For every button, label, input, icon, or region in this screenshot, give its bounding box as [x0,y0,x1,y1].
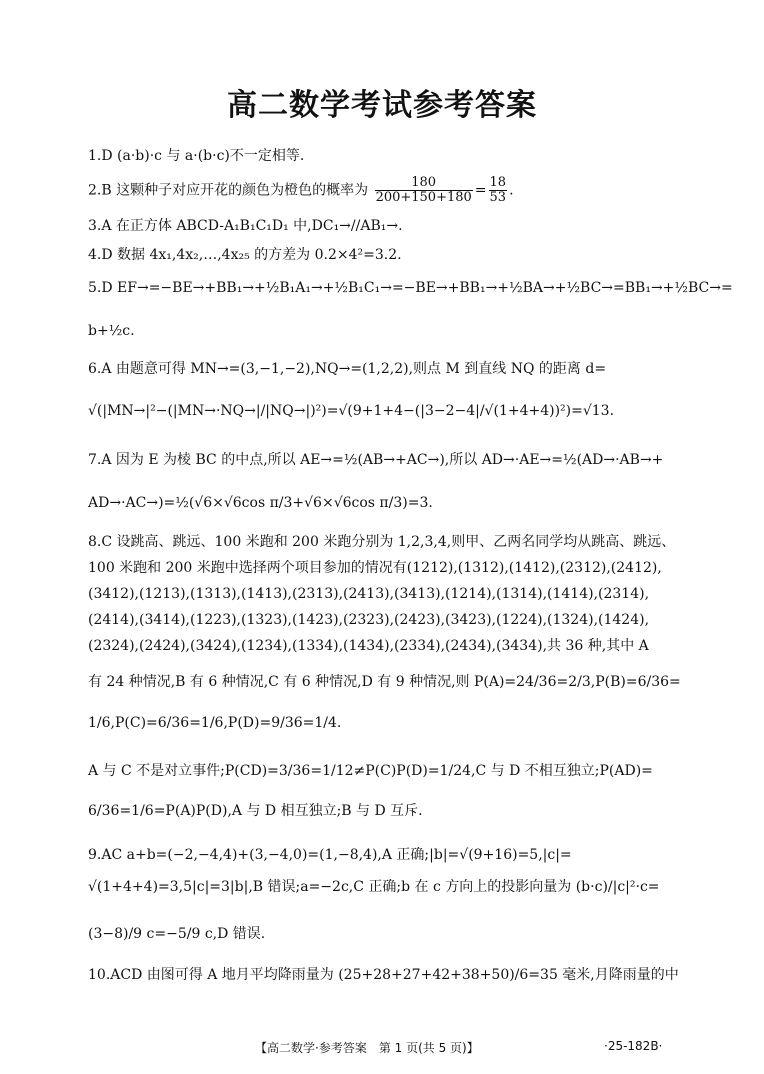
numerator: 180 [375,176,473,191]
answer-line: 3.A 在正方体 ABCD-A₁B₁C₁D₁ 中,DC₁→//AB₁→. [88,218,403,234]
answer-line: 1/6,P(C)=6/36=1/6,P(D)=9/36=1/4. [88,715,342,731]
answer-line: √(|MN→|²−(|MN→·NQ→|/|NQ→|)²)=√(9+1+4−(|3−2−4|/√(1+4+4))²)=√13. [88,403,615,419]
footer-page-info: 【高二数学·参考答案 第 1 页(共 5 页)】 [255,1041,479,1055]
document-title: 高二数学考试参考答案 [227,88,537,123]
answer-line: 100 米跑和 200 米跑中选择两个项目参加的情况有(1212),(1312),(1412),(2312),(2412), [88,560,662,576]
answer-line [88,176,514,205]
answer-line: A 与 C 不是对立事件;P(CD)=3/36=1/12≠P(C)P(D)=1/24,C 与 D 不相互独立;P(AD)= [88,763,653,779]
answer-line: (2414),(3414),(1223),(1323),(1423),(2323),(2423),(3423),(1224),(1324),(1424), [88,612,650,628]
answer-text: 2.B 这颗种子对应开花的颜色为橙色的概率为 [88,182,369,199]
denominator: 200+150+180 [375,190,472,205]
answer-line: 9.AC a+b=(−2,−4,4)+(3,−4,0)=(1,−8,4),A 正确;|b|=√(9+16)=5,|c|= [88,847,572,863]
answer-line: 7.A 因为 E 为棱 BC 的中点,所以 AE→=½(AB→+AC→),所以 AD→·AE→=½(AD→·AB→+ [88,452,664,468]
answer-line: √(1+4+4)=3,5|c|=3|b|,B 错误;a=−2c,C 正确;b 在 c 方向上的投影向量为 (b·c)/|c|²·c= [88,879,660,895]
answer-line: 1.D (a·b)·c 与 a·(b·c)不一定相等. [88,148,305,164]
equals-sign: = [474,182,487,199]
denominator: 53 [489,190,507,205]
period: . [509,182,514,199]
answer-line: AD→·AC→)=½(√6×√6cos π/3+√6×√6cos π/3)=3. [88,495,433,511]
answer-line: 有 24 种情况,B 有 6 种情况,C 有 6 种情况,D 有 9 种情况,则 P(A)=24/36=2/3,P(B)=6/36= [88,674,681,690]
answer-line: (3−8)/9 c=−5/9 c,D 错误. [88,926,266,942]
answer-line: 6/36=1/6=P(A)P(D),A 与 D 相互独立;B 与 D 互斥. [88,803,423,819]
answer-line: (3412),(1213),(1313),(1413),(2313),(2413),(3413),(1214),(1314),(1414),(2314), [88,586,650,602]
footer-code: ·25-182B· [604,1039,663,1053]
answer-line: 8.C 设跳高、跳远、100 米跑和 200 米跑分别为 1,2,3,4,则甲、乙两名同学均从跳高、跳远、 [88,534,676,550]
answer-line: 6.A 由题意可得 MN→=(3,−1,−2),NQ→=(1,2,2),则点 M 到直线 NQ 的距离 d= [88,361,607,377]
answer-line: 10.ACD 由图可得 A 地月平均降雨量为 (25+28+27+42+38+50)/6=35 毫米,月降雨量的中 [88,967,679,983]
fraction [489,176,508,205]
answer-line: 4.D 数据 4x₁,4x₂,…,4x₂₅ 的方差为 0.2×4²=3.2. [88,247,402,263]
answer-line: (2324),(2424),(3424),(1234),(1334),(1434),(2334),(2434),(3434),共 36 种,其中 A [88,638,649,654]
answer-line: 5.D EF→=−BE→+BB₁→+½B₁A₁→+½B₁C₁→=−BE→+BB₁→+½BA→+½BC→=BB₁→+½BC→= [88,280,733,296]
answer-line: b+½c. [88,323,135,339]
numerator: 18 [489,175,507,190]
fraction [375,176,473,205]
